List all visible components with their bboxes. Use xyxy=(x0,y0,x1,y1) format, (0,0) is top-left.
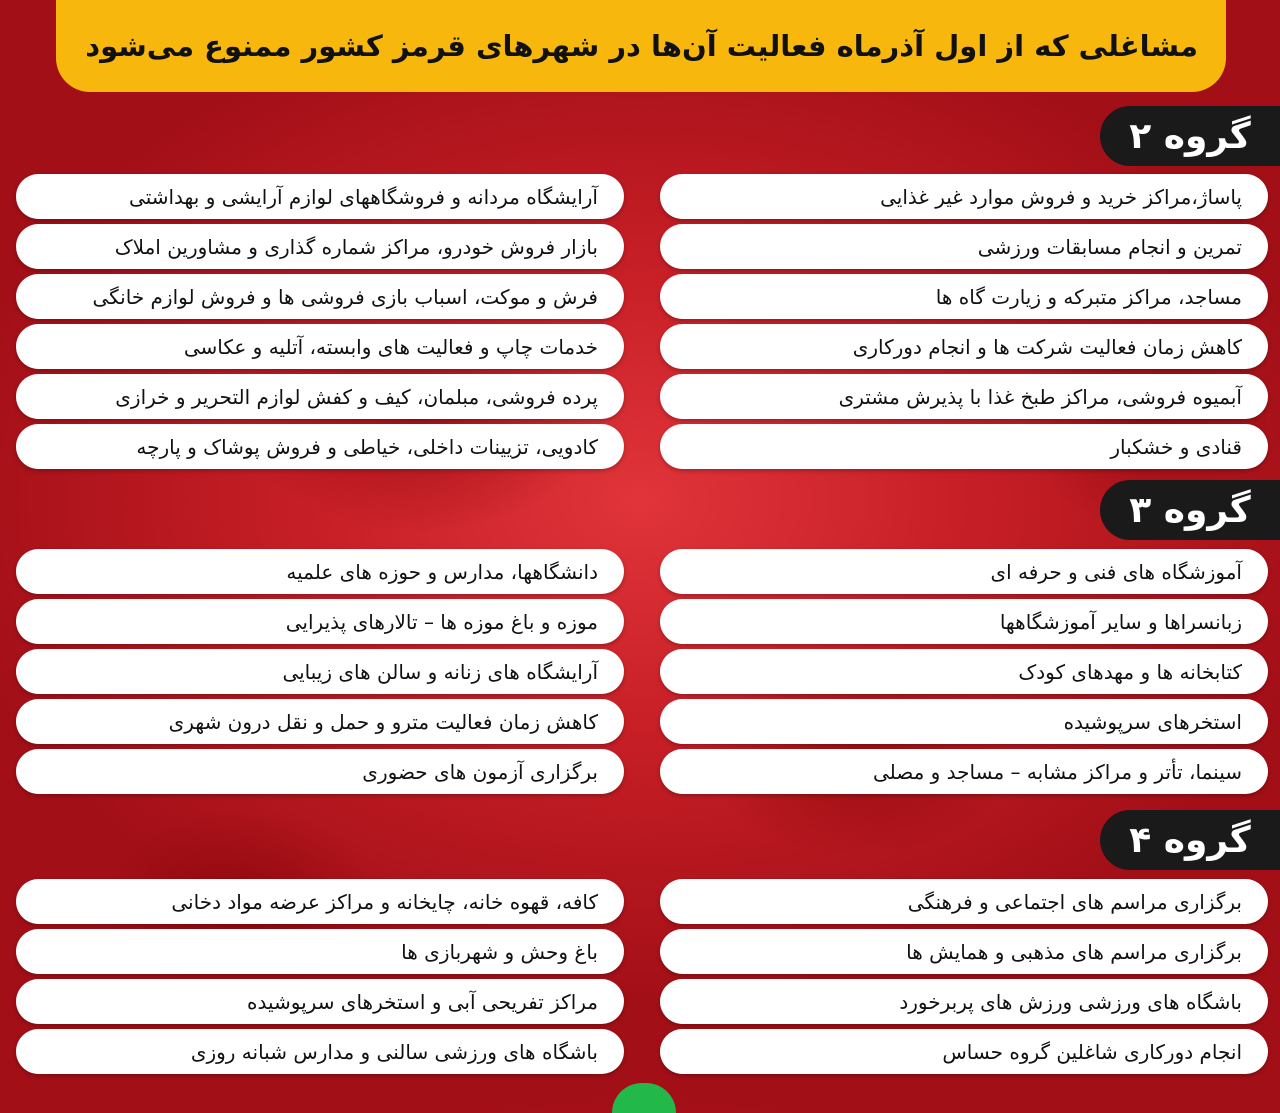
list-item xyxy=(16,649,624,694)
list-item xyxy=(660,879,1268,924)
list-item-text: آرایشگاه مردانه و فروشگاههای لوازم آرایشی و بهداشتی xyxy=(129,184,598,209)
list-item xyxy=(16,929,624,974)
list-item xyxy=(660,1029,1268,1074)
list-item xyxy=(660,649,1268,694)
list-item-text: پرده فروشی، مبلمان، کیف و کفش لوازم التحریر و خرازی xyxy=(115,384,598,409)
list-item-text: سینما، تأتر و مراکز مشابه – مساجد و مصلی xyxy=(872,759,1242,784)
list-item xyxy=(660,374,1268,419)
list-item xyxy=(16,749,624,794)
group-3-label-text: گروه ۳ xyxy=(1129,489,1251,531)
list-item xyxy=(660,424,1268,469)
list-item xyxy=(16,374,624,419)
list-item-text: قنادی و خشکبار xyxy=(1110,434,1242,459)
group-3-label xyxy=(1100,480,1280,540)
list-item-text: باغ وحش و شهربازی ها xyxy=(401,939,598,964)
list-item xyxy=(660,749,1268,794)
title-banner xyxy=(56,0,1226,92)
list-item-text: کافه، قهوه خانه، چایخانه و مراکز عرضه مواد دخانی xyxy=(171,889,598,914)
list-item-text: مراکز تفریحی آبی و استخرهای سرپوشیده xyxy=(246,989,598,1014)
list-item-text: کتابخانه ها و مهدهای کودک xyxy=(1018,659,1242,684)
list-item xyxy=(16,879,624,924)
list-item xyxy=(16,599,624,644)
list-item-text: خدمات چاپ و فعالیت های وابسته، آتلیه و عکاسی xyxy=(183,334,598,359)
list-item-text: آموزشگاه های فنی و حرفه ای xyxy=(990,559,1242,584)
group-2-label-text: گروه ۲ xyxy=(1129,115,1251,157)
list-item-text: بازار فروش خودرو، مراکز شماره گذاری و مشاورین املاک xyxy=(114,234,598,259)
list-item-text: پاساژ،مراکز خرید و فروش موارد غیر غذایی xyxy=(880,184,1242,209)
list-item xyxy=(16,224,624,269)
list-item xyxy=(16,424,624,469)
list-item-text: انجام دورکاری شاغلین گروه حساس xyxy=(942,1039,1242,1064)
list-item-text: موزه و باغ موزه ها – تالارهای پذیرایی xyxy=(285,609,598,634)
page-title: مشاغلی که از اول آذرماه فعالیت آن‌ها در شهرهای قرمز کشور ممنوع می‌شود xyxy=(85,29,1198,63)
list-item xyxy=(660,699,1268,744)
list-item xyxy=(660,174,1268,219)
list-item-text: باشگاه های ورزشی ورزش های پربرخورد xyxy=(899,989,1242,1014)
green-logo-edge xyxy=(612,1083,676,1113)
list-item-text: کاهش زمان فعالیت شرکت ها و انجام دورکاری xyxy=(852,334,1242,359)
list-item-text: تمرین و انجام مسابقات ورزشی xyxy=(977,234,1242,259)
group-2-label xyxy=(1100,106,1280,166)
list-item xyxy=(660,929,1268,974)
group-4-label xyxy=(1100,810,1280,870)
list-item xyxy=(16,549,624,594)
list-item xyxy=(16,174,624,219)
list-item xyxy=(660,224,1268,269)
list-item xyxy=(16,699,624,744)
list-item-text: استخرهای سرپوشیده xyxy=(1063,709,1242,734)
list-item-text: آرایشگاه های زنانه و سالن های زیبایی xyxy=(282,659,598,684)
list-item xyxy=(660,599,1268,644)
list-item-text: فرش و موکت، اسباب بازی فروشی ها و فروش لوازم خانگی xyxy=(92,284,598,309)
list-item xyxy=(660,274,1268,319)
list-item-text: برگزاری آزمون های حضوری xyxy=(362,759,598,784)
list-item-text: زبانسراها و سایر آموزشگاهها xyxy=(999,609,1242,634)
list-item xyxy=(660,979,1268,1024)
list-item xyxy=(16,274,624,319)
list-item-text: برگزاری مراسم های مذهبی و همایش ها xyxy=(906,939,1242,964)
list-item-text: برگزاری مراسم های اجتماعی و فرهنگی xyxy=(907,889,1242,914)
list-item-text: باشگاه های ورزشی سالنی و مدارس شبانه روزی xyxy=(190,1039,598,1064)
list-item xyxy=(16,979,624,1024)
list-item-text: دانشگاهها، مدارس و حوزه های علمیه xyxy=(286,559,598,584)
group-4-label-text: گروه ۴ xyxy=(1129,819,1251,861)
list-item xyxy=(660,549,1268,594)
list-item-text: کادویی، تزیینات داخلی، خیاطی و فروش پوشاک و پارچه xyxy=(136,434,598,459)
list-item-text: کاهش زمان فعالیت مترو و حمل و نقل درون شهری xyxy=(168,709,598,734)
list-item xyxy=(660,324,1268,369)
list-item-text: مساجد، مراکز متبرکه و زیارت گاه ها xyxy=(935,284,1242,309)
list-item xyxy=(16,1029,624,1074)
list-item-text: آبمیوه فروشی، مراکز طبخ غذا با پذیرش مشتری xyxy=(838,384,1242,409)
list-item xyxy=(16,324,624,369)
